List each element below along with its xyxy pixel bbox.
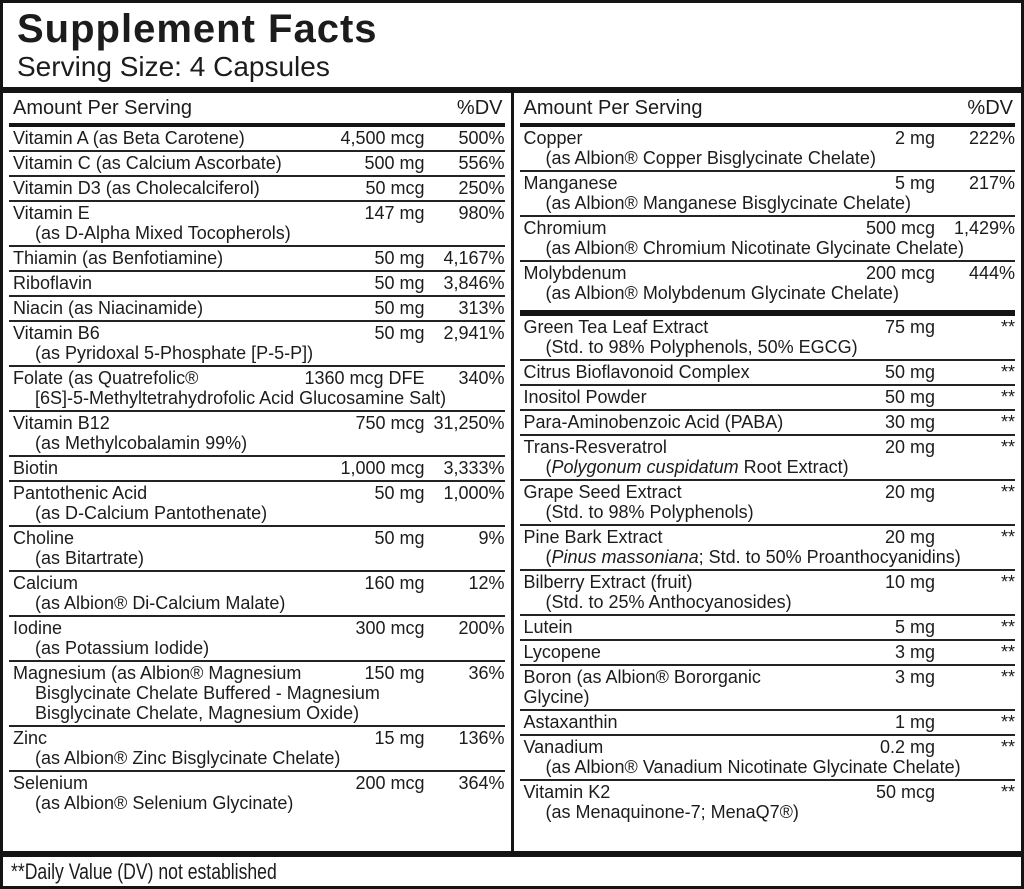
ingredient-row	[520, 434, 1016, 479]
ingredient-row	[9, 295, 505, 320]
ingredient-section	[520, 310, 1016, 824]
ingredient-subline: (as Potassium Iodide)	[35, 638, 210, 659]
ingredient-row	[520, 170, 1016, 215]
ingredient-row	[9, 127, 505, 150]
ingredient-subline: (as Albion® Molybdenum Glycinate Chelate)	[545, 283, 899, 304]
ingredient-name: Vitamin A (as Beta Carotene)	[13, 128, 245, 149]
ingredient-row	[520, 384, 1016, 409]
ingredient-row	[520, 639, 1016, 664]
serving-size: Serving Size: 4 Capsules	[17, 51, 330, 82]
amount-per-serving-label: Amount Per Serving	[523, 97, 703, 120]
ingredient-row	[520, 524, 1016, 569]
ingredient-row	[520, 359, 1016, 384]
ingredient-name: Astaxanthin	[523, 712, 618, 733]
ingredient-dv: **	[1000, 482, 1015, 503]
ingredient-name: Iodine	[13, 618, 63, 639]
ingredient-subline	[520, 547, 1016, 567]
ingredient-dv: 364%	[458, 773, 505, 794]
ingredient-name: Lutein	[523, 617, 573, 638]
ingredient-name: Copper	[523, 128, 583, 149]
ingredient-amount: 50 mcg	[875, 782, 935, 803]
ingredient-dv: **	[1000, 782, 1015, 803]
ingredient-name: Magnesium (as Albion® Magnesium	[13, 663, 302, 684]
ingredient-name: Bilberry Extract (fruit)	[523, 572, 693, 593]
ingredient-name: Chromium	[523, 218, 607, 239]
ingredient-name: Vitamin B6	[13, 323, 100, 344]
subline-text: (	[545, 547, 552, 568]
ingredient-amount: 200 mcg	[865, 263, 935, 284]
ingredient-name: Vitamin E	[13, 203, 90, 224]
ingredient-dv: 340%	[458, 368, 505, 389]
ingredient-row	[9, 725, 505, 770]
ingredient-name: Thiamin (as Benfotiamine)	[13, 248, 224, 269]
ingredient-dv: **	[1000, 667, 1015, 688]
ingredient-row	[520, 734, 1016, 779]
ingredient-dv: 2,941%	[443, 323, 505, 344]
ingredient-amount: 30 mg	[884, 412, 935, 433]
ingredient-row	[9, 455, 505, 480]
ingredient-amount: 750 mcg	[355, 413, 425, 434]
ingredient-amount: 3 mg	[894, 667, 935, 688]
ingredient-row	[520, 709, 1016, 734]
ingredient-subline: (as Bitartrate)	[35, 548, 145, 569]
ingredient-subline: Bisglycinate Chelate Buffered - Magnesium	[35, 683, 380, 704]
column-left	[3, 93, 511, 851]
ingredient-dv: **	[1000, 642, 1015, 663]
ingredient-subline: (as Methylcobalamin 99%)	[35, 433, 248, 454]
ingredient-name: Citrus Bioflavonoid Complex	[523, 362, 750, 383]
ingredient-amount: 10 mg	[884, 572, 935, 593]
ingredient-amount: 15 mg	[374, 728, 425, 749]
ingredient-dv: 1,429%	[953, 218, 1015, 239]
ingredient-row	[9, 480, 505, 525]
ingredient-dv: 36%	[468, 663, 505, 684]
ingredient-dv: **	[1000, 387, 1015, 408]
ingredient-row	[9, 150, 505, 175]
ingredient-row	[520, 215, 1016, 260]
ingredient-subline: (as Albion® Vanadium Nicotinate Glycinate Chelate)	[545, 757, 961, 778]
ingredient-amount: 50 mg	[374, 323, 425, 344]
ingredient-amount: 3 mg	[894, 642, 935, 663]
column-right-header	[520, 93, 1016, 127]
ingredient-amount: 20 mg	[884, 527, 935, 548]
ingredient-name: Vitamin D3 (as Cholecalciferol)	[13, 178, 260, 199]
ingredient-amount: 300 mcg	[355, 618, 425, 639]
ingredient-amount: 50 mcg	[365, 178, 425, 199]
ingredient-amount: 160 mg	[364, 573, 425, 594]
facts-columns	[3, 93, 1021, 851]
ingredient-dv: 12%	[468, 573, 505, 594]
ingredient-row	[520, 569, 1016, 614]
column-right	[514, 93, 1022, 851]
ingredient-amount: 150 mg	[364, 663, 425, 684]
ingredient-amount: 75 mg	[884, 317, 935, 338]
ingredient-dv: **	[1000, 572, 1015, 593]
ingredient-subline: (as D-Calcium Pantothenate)	[35, 503, 268, 524]
ingredient-row	[9, 365, 505, 410]
subline-text: (	[545, 457, 552, 478]
ingredient-name: Niacin (as Niacinamide)	[13, 298, 204, 319]
ingredient-dv: 313%	[458, 298, 505, 319]
ingredient-row	[9, 320, 505, 365]
ingredient-name: Inositol Powder	[523, 387, 647, 408]
subline-text: Root Extract)	[738, 457, 849, 478]
ingredient-row	[520, 127, 1016, 170]
ingredient-dv: 222%	[968, 128, 1015, 149]
ingredient-dv: 1,000%	[443, 483, 505, 504]
ingredient-dv: 980%	[458, 203, 505, 224]
ingredient-subline: (Std. to 25% Anthocyanosides)	[545, 592, 792, 613]
ingredient-subline: (as Albion® Manganese Bisglycinate Chelate)	[545, 193, 911, 214]
ingredient-row	[520, 614, 1016, 639]
ingredient-subline: (as Albion® Selenium Glycinate)	[35, 793, 294, 814]
percent-dv-label: %DV	[967, 97, 1013, 120]
ingredient-amount: 2 mg	[894, 128, 935, 149]
ingredient-row	[9, 175, 505, 200]
ingredient-name: Selenium	[13, 773, 89, 794]
ingredient-subline: (Std. to 98% Polyphenols, 50% EGCG)	[545, 337, 858, 358]
ingredient-dv: 9%	[478, 528, 505, 549]
ingredient-subline	[520, 457, 1016, 477]
subline-text: ; Std. to 50% Proanthocyanidins)	[698, 547, 961, 568]
ingredient-row	[520, 260, 1016, 305]
ingredient-row	[9, 660, 505, 725]
ingredient-subline: [6S]-5-Methyltetrahydrofolic Acid Glucosamine Salt)	[35, 388, 447, 409]
percent-dv-label: %DV	[456, 97, 503, 120]
ingredient-amount: 500 mcg	[865, 218, 935, 239]
ingredient-dv: **	[1000, 527, 1015, 548]
ingredient-dv: **	[1000, 712, 1015, 733]
ingredient-name: Biotin	[13, 458, 59, 479]
latin-name-italic: Polygonum cuspidatum	[551, 457, 739, 478]
ingredient-name: Vitamin K2	[523, 782, 611, 803]
ingredient-dv: 3,333%	[443, 458, 505, 479]
column-left-header	[9, 93, 505, 127]
ingredient-amount: 4,500 mcg	[340, 128, 425, 149]
amount-per-serving-label: Amount Per Serving	[13, 97, 192, 120]
ingredient-subline: Bisglycinate Chelate, Magnesium Oxide)	[35, 703, 360, 724]
ingredient-dv: **	[1000, 617, 1015, 638]
ingredient-amount: 50 mg	[374, 483, 425, 504]
ingredient-row	[9, 410, 505, 455]
ingredient-dv: 31,250%	[433, 413, 505, 434]
ingredient-amount: 1360 mcg DFE	[304, 368, 425, 389]
ingredient-amount: 5 mg	[894, 173, 935, 194]
ingredient-name: Choline	[13, 528, 75, 549]
ingredient-dv: 4,167%	[443, 248, 505, 269]
ingredient-row	[520, 779, 1016, 824]
ingredient-row	[520, 664, 1016, 709]
latin-name-italic: Pinus massoniana	[551, 547, 699, 568]
ingredient-name: Zinc	[13, 728, 48, 749]
ingredient-name: Green Tea Leaf Extract	[523, 317, 709, 338]
ingredient-name: Manganese	[523, 173, 618, 194]
ingredient-name: Molybdenum	[523, 263, 627, 284]
ingredient-name: Para-Aminobenzoic Acid (PABA)	[523, 412, 784, 433]
ingredient-name: Riboflavin	[13, 273, 93, 294]
ingredient-subline: (as Albion® Copper Bisglycinate Chelate)	[545, 148, 876, 169]
ingredient-section	[520, 127, 1016, 305]
ingredient-dv: **	[1000, 737, 1015, 758]
ingredient-name: Trans-Resveratrol	[523, 437, 667, 458]
ingredient-amount: 50 mg	[884, 387, 935, 408]
ingredient-dv: 200%	[458, 618, 505, 639]
ingredient-subline: (as Albion® Di-Calcium Malate)	[35, 593, 286, 614]
ingredient-subline: (as D-Alpha Mixed Tocopherols)	[35, 223, 291, 244]
ingredient-subline: (as Pyridoxal 5-Phosphate [P-5-P])	[35, 343, 314, 364]
ingredient-row	[9, 245, 505, 270]
ingredient-name: Vitamin B12	[13, 413, 110, 434]
ingredient-row	[9, 270, 505, 295]
ingredient-subline: (as Menaquinone-7; MenaQ7®)	[545, 802, 799, 823]
ingredient-row	[9, 770, 505, 815]
ingredient-amount: 50 mg	[374, 298, 425, 319]
ingredient-dv: 3,846%	[443, 273, 505, 294]
ingredient-row	[9, 615, 505, 660]
ingredient-amount: 147 mg	[364, 203, 425, 224]
ingredient-amount: 200 mcg	[355, 773, 425, 794]
ingredient-subline: (Std. to 98% Polyphenols)	[545, 502, 754, 523]
ingredient-name: Pantothenic Acid	[13, 483, 148, 504]
ingredient-row	[9, 525, 505, 570]
ingredient-name: Boron (as Albion® Bororganic Glycine)	[523, 667, 761, 708]
ingredient-dv: **	[1000, 437, 1015, 458]
ingredient-amount: 20 mg	[884, 482, 935, 503]
ingredient-name: Lycopene	[523, 642, 601, 663]
ingredient-dv: **	[1000, 317, 1015, 338]
ingredient-name: Vitamin C (as Calcium Ascorbate)	[13, 153, 282, 174]
ingredient-amount: 5 mg	[894, 617, 935, 638]
ingredient-name: Grape Seed Extract	[523, 482, 682, 503]
ingredient-dv: 500%	[458, 128, 505, 149]
ingredient-amount: 1 mg	[894, 712, 935, 733]
ingredient-amount: 50 mg	[884, 362, 935, 383]
ingredient-dv: **	[1000, 412, 1015, 433]
ingredient-dv: 250%	[458, 178, 505, 199]
label-header	[3, 3, 1021, 87]
ingredient-row	[9, 570, 505, 615]
ingredient-amount: 50 mg	[374, 273, 425, 294]
ingredient-subline: (as Albion® Zinc Bisglycinate Chelate)	[35, 748, 341, 769]
ingredient-amount: 50 mg	[374, 528, 425, 549]
ingredient-dv: 444%	[968, 263, 1015, 284]
ingredient-row	[9, 200, 505, 245]
ingredient-row	[520, 316, 1016, 359]
ingredient-name: Pine Bark Extract	[523, 527, 663, 548]
ingredient-name: Vanadium	[523, 737, 604, 758]
ingredient-row	[520, 409, 1016, 434]
ingredient-section	[9, 127, 505, 815]
ingredient-dv: 136%	[458, 728, 505, 749]
ingredient-dv: 217%	[968, 173, 1015, 194]
label-title: Supplement Facts	[17, 7, 378, 51]
ingredient-amount: 1,000 mcg	[340, 458, 425, 479]
ingredient-name: Calcium	[13, 573, 79, 594]
ingredient-amount: 20 mg	[884, 437, 935, 458]
ingredient-dv: 556%	[458, 153, 505, 174]
ingredient-subline: (as Albion® Chromium Nicotinate Glycinate Chelate)	[545, 238, 964, 259]
ingredient-row	[520, 479, 1016, 524]
ingredient-amount: 500 mg	[364, 153, 425, 174]
ingredient-amount: 0.2 mg	[879, 737, 935, 758]
daily-value-footnote: **Daily Value (DV) not established	[11, 859, 277, 884]
ingredient-dv: **	[1000, 362, 1015, 383]
ingredient-amount: 50 mg	[374, 248, 425, 269]
ingredient-name: Folate (as Quatrefolic®	[13, 368, 199, 389]
